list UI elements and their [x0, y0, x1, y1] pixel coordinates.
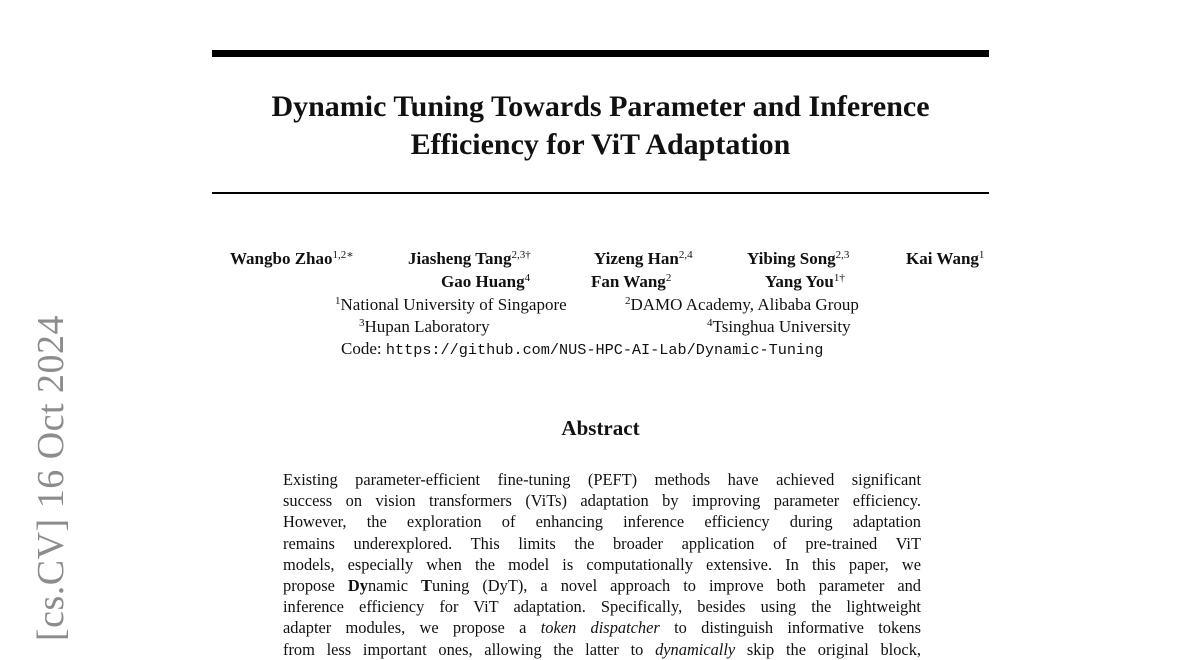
title-bottom-rule [212, 192, 989, 194]
affiliation [707, 316, 851, 337]
author-affil-mark: 4 [524, 272, 531, 284]
code-label: Code: [341, 339, 382, 358]
affiliation [335, 294, 567, 315]
affiliation [359, 316, 490, 337]
abstract-line-rich: adapter modules, we propose a token dispatcher to distinguish informative tokens [283, 618, 921, 638]
abstract-line-rich: from less important ones, allowing the latter to dynamically skip the original block, [283, 639, 921, 659]
author [230, 248, 354, 269]
code-line [341, 339, 823, 359]
author-affil-mark: 1,2∗ [332, 249, 354, 261]
author-name: Wangbo Zhao [230, 249, 333, 268]
affiliation-mark: 2 [625, 295, 631, 307]
author [594, 248, 693, 269]
affiliation-mark: 4 [707, 317, 713, 329]
affiliation-mark: 3 [359, 317, 365, 329]
abstract-line: Existing parameter-efficient fine-tuning (PEFT) methods have achieved significant [283, 470, 921, 489]
author-name: Kai Wang [906, 249, 979, 268]
abstract-body [283, 469, 921, 660]
author-name: Yang You [765, 272, 834, 291]
author-affil-mark: 2,3 [835, 249, 850, 261]
author-name: Yizeng Han [594, 249, 679, 268]
author-name: Fan Wang [591, 272, 666, 291]
affiliation-name: National University of Singapore [340, 295, 567, 314]
author-name: Gao Huang [441, 272, 525, 291]
abstract-line: models, especially when the model is computationally extensive. In this paper, we [283, 554, 921, 574]
author-name: Jiasheng Tang [408, 249, 512, 268]
author-affil-mark: 2 [665, 272, 672, 284]
author-name: Yibing Song [747, 249, 836, 268]
title-top-rule [212, 50, 989, 57]
author-affil-mark: 2,4 [678, 249, 693, 261]
paper-title [212, 88, 989, 164]
author [591, 271, 671, 292]
abstract-heading: Abstract [561, 416, 640, 440]
abstract-line: inference efficiency for ViT adaptation. Specifically, besides using the lightweight [283, 597, 921, 617]
affiliation [625, 294, 859, 315]
affiliation-name: Tsinghua University [712, 317, 851, 336]
abstract-line-rich: propose Dynamic Tuning (DyT), a novel approach to improve both parameter and [283, 576, 921, 596]
author [747, 248, 849, 269]
abstract-line: success on vision transformers (ViTs) adaptation by improving parameter efficiency. [283, 491, 921, 511]
author [906, 248, 984, 269]
title-line: Efficiency for ViT Adaptation [410, 128, 791, 161]
code-url-link[interactable]: https://github.com/NUS-HPC-AI-Lab/Dynamic-Tuning [385, 341, 824, 359]
author-affil-mark: 1† [833, 272, 845, 284]
affiliation-name: DAMO Academy, Alibaba Group [630, 295, 859, 314]
abstract-line: However, the exploration of enhancing inference efficiency during adaptation [283, 512, 921, 532]
author [408, 248, 531, 269]
author-affil-mark: 2,3† [511, 249, 531, 261]
title-line: Dynamic Tuning Towards Parameter and Inference [271, 90, 930, 123]
author [765, 271, 845, 292]
affiliation-name: Hupan Laboratory [364, 317, 490, 336]
author [441, 271, 530, 292]
abstract-line: remains underexplored. This limits the broader application of pre-trained ViT [283, 533, 921, 553]
affiliation-mark: 1 [335, 295, 341, 307]
arxiv-stamp: [cs.CV] 16 Oct 2024 [30, 314, 72, 642]
author-affil-mark: 1 [978, 249, 985, 261]
